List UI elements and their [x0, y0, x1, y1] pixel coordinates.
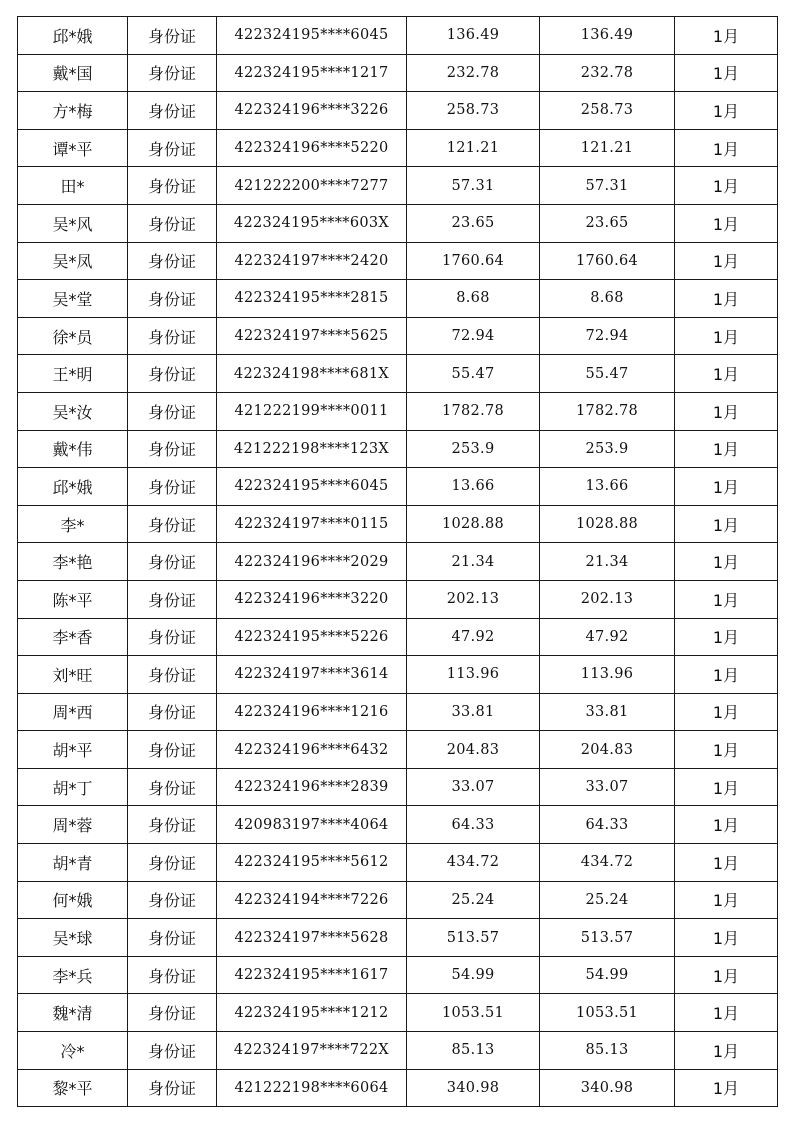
table-row	[18, 242, 778, 280]
id-type-cell: 身份证	[128, 17, 217, 55]
amount-cell: 1782.78	[407, 392, 540, 430]
month-cell: 1月	[675, 505, 778, 543]
amount-paid-cell: 33.07	[540, 768, 675, 806]
amount-cell: 47.92	[407, 618, 540, 656]
amount-cell: 8.68	[407, 280, 540, 318]
table-row	[18, 392, 778, 430]
id-number-cell: 422324194****7226	[217, 881, 407, 919]
name-cell: 李*兵	[18, 956, 128, 994]
table-row	[18, 956, 778, 994]
table-row	[18, 806, 778, 844]
amount-cell: 513.57	[407, 919, 540, 957]
id-number-cell: 422324195****1217	[217, 54, 407, 92]
month-cell: 1月	[675, 618, 778, 656]
name-cell: 邱*娥	[18, 468, 128, 506]
month-cell: 1月	[675, 693, 778, 731]
amount-cell: 121.21	[407, 129, 540, 167]
month-cell: 1月	[675, 1032, 778, 1070]
id-number-cell: 422324195****5226	[217, 618, 407, 656]
table-row	[18, 54, 778, 92]
id-type-cell: 身份证	[128, 317, 217, 355]
id-type-cell: 身份证	[128, 881, 217, 919]
table-row	[18, 731, 778, 769]
amount-paid-cell: 13.66	[540, 468, 675, 506]
amount-cell: 54.99	[407, 956, 540, 994]
month-cell: 1月	[675, 806, 778, 844]
amount-paid-cell: 513.57	[540, 919, 675, 957]
month-cell: 1月	[675, 656, 778, 694]
id-type-cell: 身份证	[128, 1032, 217, 1070]
id-type-cell: 身份证	[128, 768, 217, 806]
table-row	[18, 129, 778, 167]
amount-cell: 1053.51	[407, 994, 540, 1032]
month-cell: 1月	[675, 994, 778, 1032]
amount-cell: 202.13	[407, 580, 540, 618]
name-cell: 李*	[18, 505, 128, 543]
id-number-cell: 422324196****3220	[217, 580, 407, 618]
month-cell: 1月	[675, 392, 778, 430]
amount-cell: 232.78	[407, 54, 540, 92]
month-cell: 1月	[675, 280, 778, 318]
id-type-cell: 身份证	[128, 129, 217, 167]
table-row	[18, 881, 778, 919]
name-cell: 李*艳	[18, 543, 128, 581]
month-cell: 1月	[675, 768, 778, 806]
id-type-cell: 身份证	[128, 580, 217, 618]
table-row	[18, 994, 778, 1032]
id-type-cell: 身份证	[128, 731, 217, 769]
name-cell: 刘*旺	[18, 656, 128, 694]
name-cell: 魏*清	[18, 994, 128, 1032]
id-number-cell: 422324197****0115	[217, 505, 407, 543]
amount-paid-cell: 72.94	[540, 317, 675, 355]
month-cell: 1月	[675, 881, 778, 919]
name-cell: 陈*平	[18, 580, 128, 618]
amount-paid-cell: 8.68	[540, 280, 675, 318]
name-cell: 周*西	[18, 693, 128, 731]
id-number-cell: 420983197****4064	[217, 806, 407, 844]
amount-paid-cell: 121.21	[540, 129, 675, 167]
id-number-cell: 422324197****722X	[217, 1032, 407, 1070]
name-cell: 吴*凤	[18, 242, 128, 280]
name-cell: 吴*风	[18, 204, 128, 242]
id-number-cell: 422324196****6432	[217, 731, 407, 769]
amount-paid-cell: 1053.51	[540, 994, 675, 1032]
name-cell: 戴*伟	[18, 430, 128, 468]
id-number-cell: 422324195****5612	[217, 844, 407, 882]
id-number-cell: 422324197****5628	[217, 919, 407, 957]
id-number-cell: 422324196****5220	[217, 129, 407, 167]
amount-cell: 1028.88	[407, 505, 540, 543]
month-cell: 1月	[675, 317, 778, 355]
id-type-cell: 身份证	[128, 956, 217, 994]
table-row	[18, 693, 778, 731]
id-number-cell: 422324195****603X	[217, 204, 407, 242]
table-row	[18, 317, 778, 355]
month-cell: 1月	[675, 242, 778, 280]
id-type-cell: 身份证	[128, 1069, 217, 1107]
month-cell: 1月	[675, 17, 778, 55]
name-cell: 胡*平	[18, 731, 128, 769]
table-row	[18, 17, 778, 55]
id-type-cell: 身份证	[128, 505, 217, 543]
id-number-cell: 422324197****2420	[217, 242, 407, 280]
amount-cell: 72.94	[407, 317, 540, 355]
amount-paid-cell: 21.34	[540, 543, 675, 581]
amount-cell: 1760.64	[407, 242, 540, 280]
amount-paid-cell: 54.99	[540, 956, 675, 994]
id-type-cell: 身份证	[128, 994, 217, 1032]
id-type-cell: 身份证	[128, 355, 217, 393]
month-cell: 1月	[675, 204, 778, 242]
amount-cell: 33.81	[407, 693, 540, 731]
id-type-cell: 身份证	[128, 204, 217, 242]
table-row	[18, 468, 778, 506]
name-cell: 吴*球	[18, 919, 128, 957]
amount-cell: 204.83	[407, 731, 540, 769]
table-row	[18, 505, 778, 543]
table-row	[18, 656, 778, 694]
id-number-cell: 422324196****2839	[217, 768, 407, 806]
amount-cell: 55.47	[407, 355, 540, 393]
name-cell: 黎*平	[18, 1069, 128, 1107]
table-row	[18, 543, 778, 581]
amount-cell: 25.24	[407, 881, 540, 919]
amount-paid-cell: 434.72	[540, 844, 675, 882]
month-cell: 1月	[675, 355, 778, 393]
table-row	[18, 280, 778, 318]
name-cell: 何*娥	[18, 881, 128, 919]
amount-paid-cell: 23.65	[540, 204, 675, 242]
amount-paid-cell: 25.24	[540, 881, 675, 919]
table-body	[18, 17, 778, 1107]
id-number-cell: 421222198****6064	[217, 1069, 407, 1107]
amount-cell: 340.98	[407, 1069, 540, 1107]
table-row	[18, 355, 778, 393]
amount-paid-cell: 136.49	[540, 17, 675, 55]
amount-paid-cell: 253.9	[540, 430, 675, 468]
id-number-cell: 422324196****1216	[217, 693, 407, 731]
amount-cell: 13.66	[407, 468, 540, 506]
amount-paid-cell: 85.13	[540, 1032, 675, 1070]
month-cell: 1月	[675, 468, 778, 506]
id-number-cell: 422324195****6045	[217, 17, 407, 55]
table-row	[18, 1069, 778, 1107]
id-type-cell: 身份证	[128, 919, 217, 957]
amount-paid-cell: 57.31	[540, 167, 675, 205]
amount-paid-cell: 202.13	[540, 580, 675, 618]
amount-cell: 21.34	[407, 543, 540, 581]
name-cell: 李*香	[18, 618, 128, 656]
id-number-cell: 422324195****1212	[217, 994, 407, 1032]
table-row	[18, 768, 778, 806]
table-row	[18, 430, 778, 468]
id-type-cell: 身份证	[128, 656, 217, 694]
table-row	[18, 92, 778, 130]
id-type-cell: 身份证	[128, 167, 217, 205]
month-cell: 1月	[675, 54, 778, 92]
amount-paid-cell: 47.92	[540, 618, 675, 656]
id-number-cell: 422324196****3226	[217, 92, 407, 130]
month-cell: 1月	[675, 919, 778, 957]
id-type-cell: 身份证	[128, 242, 217, 280]
table-row	[18, 844, 778, 882]
table-row	[18, 1032, 778, 1070]
amount-paid-cell: 204.83	[540, 731, 675, 769]
amount-paid-cell: 258.73	[540, 92, 675, 130]
id-number-cell: 422324197****3614	[217, 656, 407, 694]
id-type-cell: 身份证	[128, 543, 217, 581]
id-type-cell: 身份证	[128, 806, 217, 844]
name-cell: 周*蓉	[18, 806, 128, 844]
amount-cell: 113.96	[407, 656, 540, 694]
id-type-cell: 身份证	[128, 280, 217, 318]
name-cell: 田*	[18, 167, 128, 205]
amount-paid-cell: 113.96	[540, 656, 675, 694]
name-cell: 谭*平	[18, 129, 128, 167]
amount-cell: 33.07	[407, 768, 540, 806]
subsidy-ledger-table	[17, 16, 778, 1107]
month-cell: 1月	[675, 844, 778, 882]
amount-paid-cell: 33.81	[540, 693, 675, 731]
name-cell: 王*明	[18, 355, 128, 393]
name-cell: 胡*丁	[18, 768, 128, 806]
id-type-cell: 身份证	[128, 844, 217, 882]
table-row	[18, 919, 778, 957]
amount-paid-cell: 1782.78	[540, 392, 675, 430]
month-cell: 1月	[675, 129, 778, 167]
name-cell: 方*梅	[18, 92, 128, 130]
name-cell: 邱*娥	[18, 17, 128, 55]
amount-paid-cell: 1760.64	[540, 242, 675, 280]
name-cell: 胡*青	[18, 844, 128, 882]
id-type-cell: 身份证	[128, 618, 217, 656]
amount-cell: 258.73	[407, 92, 540, 130]
amount-cell: 85.13	[407, 1032, 540, 1070]
amount-paid-cell: 1028.88	[540, 505, 675, 543]
name-cell: 戴*国	[18, 54, 128, 92]
table-row	[18, 204, 778, 242]
id-number-cell: 422324198****681X	[217, 355, 407, 393]
month-cell: 1月	[675, 167, 778, 205]
month-cell: 1月	[675, 430, 778, 468]
amount-cell: 253.9	[407, 430, 540, 468]
table-row	[18, 167, 778, 205]
amount-paid-cell: 64.33	[540, 806, 675, 844]
amount-paid-cell: 340.98	[540, 1069, 675, 1107]
amount-cell: 136.49	[407, 17, 540, 55]
id-type-cell: 身份证	[128, 54, 217, 92]
id-type-cell: 身份证	[128, 430, 217, 468]
amount-cell: 434.72	[407, 844, 540, 882]
id-number-cell: 422324196****2029	[217, 543, 407, 581]
amount-cell: 23.65	[407, 204, 540, 242]
name-cell: 吴*堂	[18, 280, 128, 318]
month-cell: 1月	[675, 580, 778, 618]
amount-paid-cell: 232.78	[540, 54, 675, 92]
month-cell: 1月	[675, 543, 778, 581]
id-number-cell: 421222200****7277	[217, 167, 407, 205]
amount-cell: 64.33	[407, 806, 540, 844]
month-cell: 1月	[675, 1069, 778, 1107]
id-type-cell: 身份证	[128, 468, 217, 506]
id-number-cell: 422324195****2815	[217, 280, 407, 318]
amount-paid-cell: 55.47	[540, 355, 675, 393]
name-cell: 徐*员	[18, 317, 128, 355]
month-cell: 1月	[675, 92, 778, 130]
id-number-cell: 421222199****0011	[217, 392, 407, 430]
name-cell: 冷*	[18, 1032, 128, 1070]
table-row	[18, 618, 778, 656]
id-number-cell: 422324195****6045	[217, 468, 407, 506]
table-row	[18, 580, 778, 618]
id-type-cell: 身份证	[128, 693, 217, 731]
id-type-cell: 身份证	[128, 92, 217, 130]
month-cell: 1月	[675, 956, 778, 994]
month-cell: 1月	[675, 731, 778, 769]
amount-cell: 57.31	[407, 167, 540, 205]
id-number-cell: 422324195****1617	[217, 956, 407, 994]
id-type-cell: 身份证	[128, 392, 217, 430]
id-number-cell: 421222198****123X	[217, 430, 407, 468]
id-number-cell: 422324197****5625	[217, 317, 407, 355]
name-cell: 吴*汝	[18, 392, 128, 430]
